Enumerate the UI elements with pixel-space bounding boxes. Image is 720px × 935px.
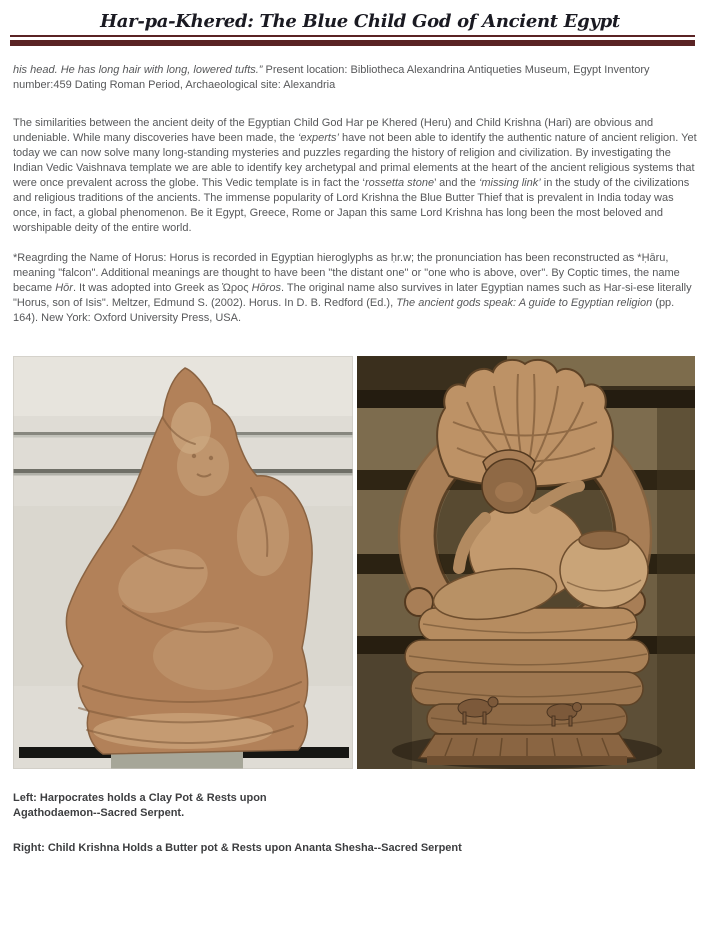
document-header (0, 0, 720, 46)
caption-left-line1: Left: Harpocrates holds a Clay Pot & Rests upon (13, 792, 267, 804)
caption-right: Right: Child Krishna Holds a Butter pot & Rests upon Ananta Shesha--Sacred Serpent (13, 842, 462, 854)
figure-left (13, 356, 353, 769)
figure-right (357, 356, 695, 769)
caption-left-line2: Agathodaemon--Sacred Serpent. (13, 807, 185, 819)
paragraph-similarities: The similarities between the ancient deity of the Egyptian Child God Har pe Khered (Heru) and Child Krishna (Hari) are obvious and undeniable. While many discoveries have been made, the ‘experts’ have not been able to identify the authentic nature of ancient religion. Yet today we can now solve many long-standing mysteries and puzzles regarding the history of religion and civilization. By investigating the Indian Vedic Vaishnava template we are able to identify key archetypal and primal elements at the heart of the ancient religious systems that were once prevalent across the globe. This Vedic template is in fact the ‘rossetta stone’ and the ‘missing link’ in the study of the civilizations and religious traditions of the ancients. The immense popularity of Lord Krishna the Blue Butter Thief that is prevalent in India today was once, in fact, a global phenomenon. Be it Egypt, Greece, Rome or Japan this same Lord Krishna has long been the most beloved and worshipable deity of the entire world. (13, 117, 697, 234)
harpocrates-terracotta-statue-photo (13, 356, 353, 769)
paragraph-provenance: his head. He has long hair with long, lowered tufts.” Present location: Bibliotheca Alexandrina Antiqueties Museum, Egypt Inventory number:459 Dating Roman Period, Archaeological site: Alexandria (13, 64, 650, 91)
caption-left (13, 791, 720, 821)
title-rule-thin (10, 35, 695, 37)
document-body (0, 63, 720, 326)
title-rule-thick (10, 40, 695, 46)
page-title: Har-pa-Khered: The Blue Child God of Ancient Egypt (100, 11, 620, 32)
figure-row (13, 356, 720, 769)
paragraph-horus-name-note: *Reagrding the Name of Horus: Horus is recorded in Egyptian hieroglyphs as ḥr.w; the pronunciation has been reconstructed as *Ḥāru, meaning "falcon". Additional meanings are thought to have been "the distant one" or "one who is above, over". By Coptic times, the name became Hōr. It was adopted into Greek as Ὡρος Hōros. The original name also survives in later Egyptian names such as Har-si-ese literally "Horus, son of Isis". Meltzer, Edmund S. (2002). Horus. In D. B. Redford (Ed.), The ancient gods speak: A guide to Egyptian religion (pp. 164). New York: Oxford University Press, USA. (13, 252, 692, 324)
krishna-stone-carving-photo (357, 356, 695, 769)
